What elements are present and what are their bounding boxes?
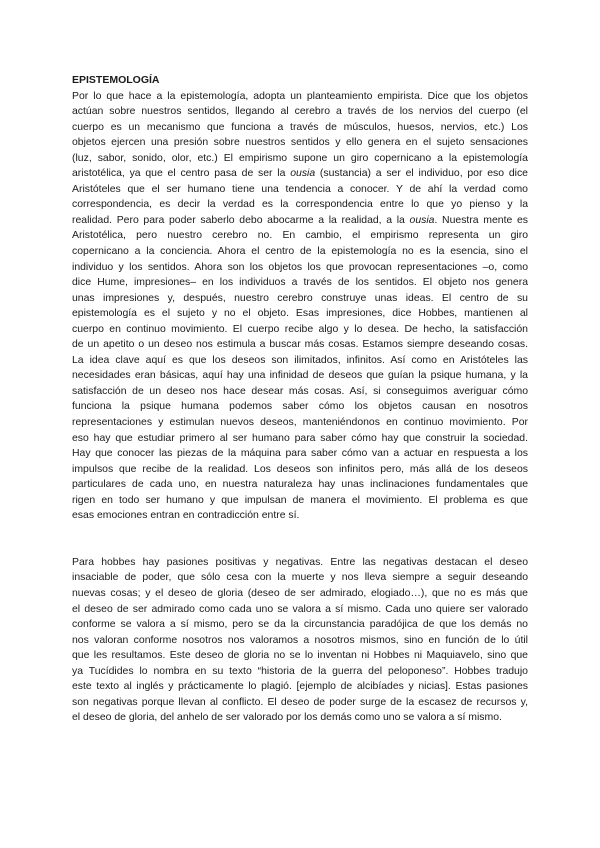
text-line: funciona la psique humana podemos saber cómo los objetos causan en nosotros	[72, 401, 528, 413]
text-line: nuevas cosas; y el deseo de gloria (deseo de ser admirado, elogiado…), que no es más que	[72, 587, 528, 599]
text-line: (luz, sabor, sonido, olor, etc.) El empirismo supone un giro copernicano a la epistemología	[72, 152, 528, 164]
text-line: realidad. Pero para poder saberlo debo abocarme a la realidad, a la ousia. Nuestra mente es	[72, 214, 528, 226]
text-line: Hay que conocer las piezas de la máquina para saber cómo van a actuar en respuesta a los	[72, 448, 528, 460]
text-line: Aristóteles que el ser humano tiene una tendencia a conocer. Y de ahí la verdad como	[72, 183, 528, 195]
text-line: Para hobbes hay pasiones positivas y negativas. Entre las negativas destacan el deseo	[72, 556, 528, 568]
text-line: esas emociones entran en contradicción entre sí.	[72, 510, 300, 522]
text-line: copernicano a la conciencia. Ahora el centro de la epistemología no es la esencia, sino el	[72, 246, 528, 258]
text-line: individuo y los sentidos. Ahora son los objetos los que provocan representaciones –o, como	[72, 261, 528, 273]
text-line: ya Tucídides lo nombra en su texto “historia de la guerra del peloponeso”. Hobbes tradujo	[72, 665, 528, 677]
text-line: satisfacción de un deseo nos hace desear más cosas. Así, si conseguimos averiguar cómo	[72, 385, 528, 397]
paragraph-spacer	[72, 524, 528, 555]
text-line: rigen en todo ser humano y que impulsan de manera el movimiento. El problema es que	[72, 494, 528, 506]
text-line: objetos ejercen una presión sobre nuestros sentidos y ello genera en el sujeto sensaciones	[72, 137, 528, 149]
text-line: representaciones y estimulan nuevos deseos, manteniéndonos en continuo movimiento. Por	[72, 417, 528, 429]
text-line: particulares de cada uno, en nuestra naturaleza hay unas inclinaciones fundamentales que	[72, 479, 528, 491]
text-line: La idea clave aquí es que los deseos son ilimitados, infinitos. Así como en Aristóteles las	[72, 354, 528, 366]
text-line: el deseo de ser admirado como cada uno se valora a sí mismo. Cada uno quiere ser valorado	[72, 603, 528, 615]
text-line: conforme se valora a sí mismo, pero se da la circunstancia paradójica de que los demás no	[72, 619, 528, 631]
text-line: cuerpo en continuo movimiento. El cuerpo recibe algo y lo desea. De hecho, la satisfacción	[72, 323, 528, 335]
text-line: el deseo de gloria, del anhelo de ser valorado por los demás como uno se valora a sí mismo.	[72, 712, 502, 724]
text-line: de un apetito o un deseo nos estimula a buscar más cosas. Estamos siempre deseando cosas.	[72, 339, 528, 351]
text-line: cuerpo es un mecanismo que funciona a través de músculos, huesos, nervios, etc.) Los	[72, 121, 528, 133]
paragraph-epistemology	[72, 89, 528, 524]
text-line: epistemología es el sujeto y no el objeto. Esas impresiones, dice Hobbes, mantienen al	[72, 308, 528, 320]
text-line: este texto al inglés y prácticamente lo plagió. [ejemplo de alcibíades y nicias]. Estas pasiones	[72, 681, 528, 693]
text-line: actúan sobre nuestros sentidos, llegando al cerebro a través de los nervios del cuerpo (el	[72, 106, 528, 118]
text-line: necesidades eran básicas, aquí hay una infinidad de deseos que guían la psique humana, y la	[72, 370, 528, 382]
text-line: eso hay que estudiar primero al ser humano para saber cómo hay que construir la sociedad.	[72, 432, 528, 444]
paragraph-passions	[72, 555, 528, 726]
section-heading: EPISTEMOLOGÍA	[72, 74, 160, 86]
text-line: Aristotélica, pero nuestro cerebro no. En cambio, el empirismo representa un giro	[72, 230, 528, 242]
text-line: aristotélica, ya que el centro pasa de ser la ousia (sustancia) a ser el individuo, por eso dice	[72, 168, 528, 180]
text-line: que les resultamos. Este deseo de gloria no se lo inventan ni Hobbes ni Maquiavelo, sino que	[72, 650, 528, 662]
text-line: insaciable de poder, que sólo cesa con la muerte y nos lleva siempre a seguir deseando	[72, 572, 528, 584]
text-line: impulsos que recibe de la realidad. Los deseos son infinitos pero, más allá de los deseos	[72, 463, 528, 475]
text-line: unas impresiones y, después, nuestro cerebro construye unas ideas. El centro de su	[72, 292, 528, 304]
text-line: dice Hume, impresiones– en los individuos a través de los sentidos. El objeto nos genera	[72, 277, 528, 289]
text-line: Por lo que hace a la epistemología, adopta un planteamiento empirista. Dice que los objetos	[72, 90, 528, 102]
text-line: nos valoran conforme nosotros nos valoramos a nosotros mismos, sino en función de lo útil	[72, 634, 528, 646]
text-line: son negativas porque llevan al conflicto. El deseo de poder surge de la escasez de recursos y,	[72, 696, 528, 708]
document-page	[72, 73, 528, 726]
text-line: correspondencia, es decir la verdad es la correspondencia entre lo que yo pienso y la	[72, 199, 528, 211]
